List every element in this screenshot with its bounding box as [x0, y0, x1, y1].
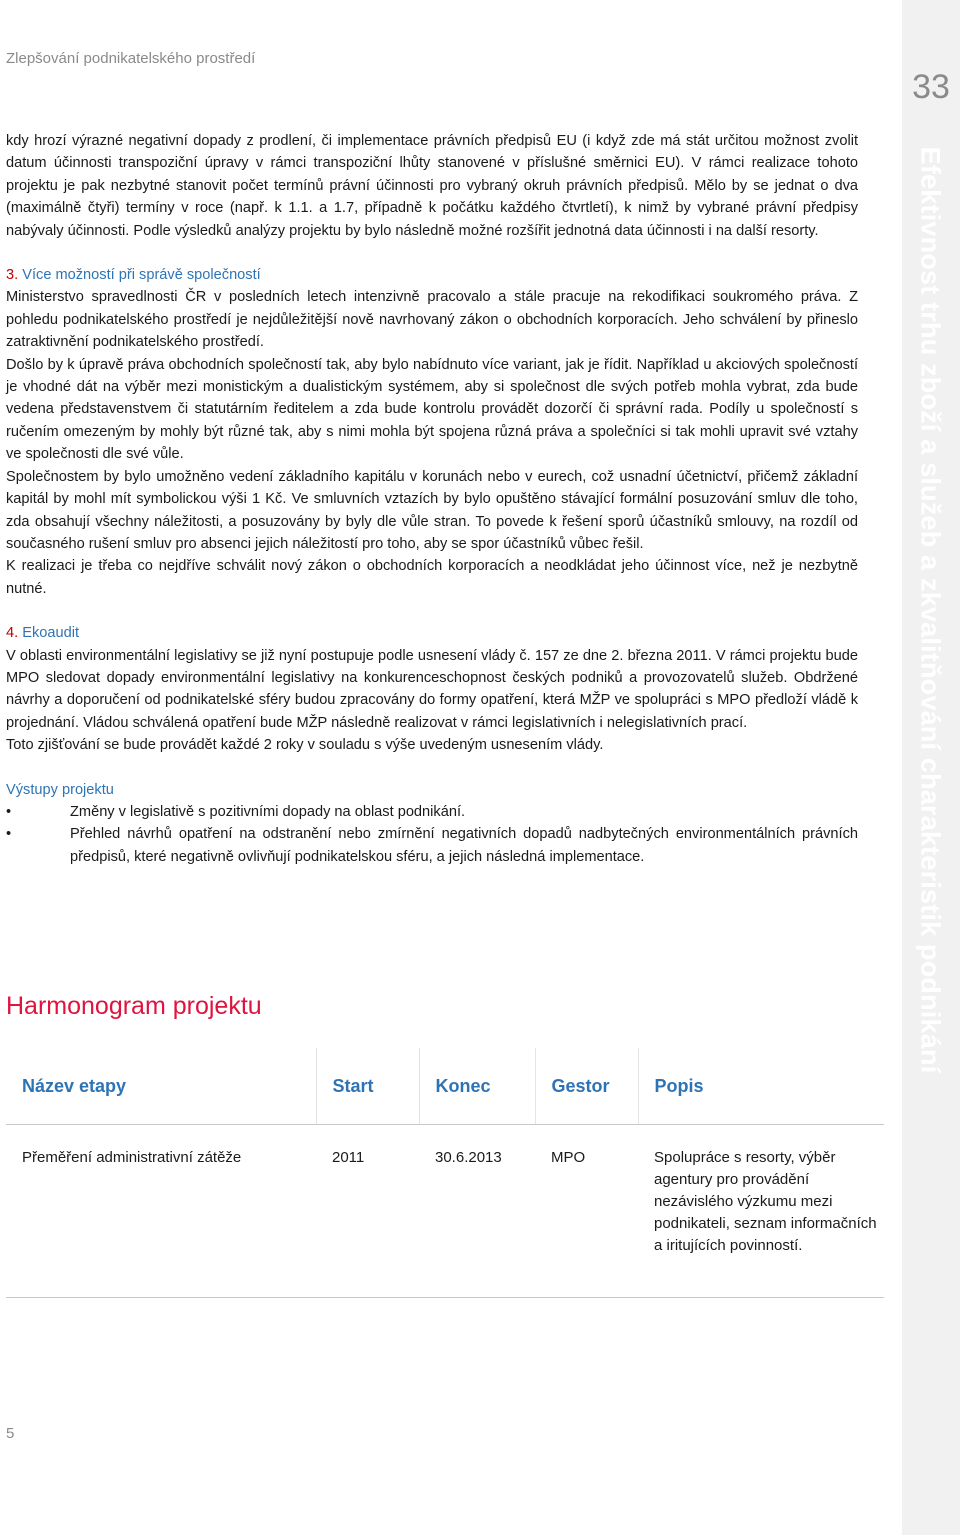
running-header: Zlepšování podnikatelského prostředí	[6, 50, 256, 67]
main-content	[6, 130, 858, 868]
section-3-paragraph: Společnostem by bylo umožněno vedení základního kapitálu v korunách nebo v eurech, což usnadní účetnictví, přičemž základní kapitál by mohl mít symbolickou výši 1 Kč. Ve smluvních vztazích by bylo opuštěno stávající formální posuzování smluv dle toho, zda obsahují všechny náležitosti, a posuzovány by byly dle vůle stran. To povede k řešení sporů účastníků smlouvy, na rozdíl od současného rušení smluv pro absenci jejich náležitostí pro toho, aby se spor účastníků vůbec řešil.	[6, 468, 858, 552]
harmonogram-heading: Harmonogram projektu	[6, 992, 262, 1020]
col-header-start: Start	[316, 1048, 419, 1125]
table-row	[6, 1125, 884, 1298]
section-4-paragraph: Toto zjišťování se bude provádět každé 2 roky v souladu s výše uvedeným usnesením vlády.	[6, 737, 604, 754]
harmonogram-table	[6, 1048, 884, 1298]
section-4-number: 4.	[6, 625, 19, 642]
bullet-icon: •	[6, 826, 12, 843]
list-item: • Změny v legislativě s pozitivními dopady na oblast podnikání.	[6, 801, 858, 823]
col-header-description: Popis	[638, 1048, 884, 1125]
outputs-list	[6, 801, 858, 868]
intro-paragraph: kdy hrozí výrazné negativní dopady z prodlení, či implementace právních předpisů EU (i když zde má stát určitou možnost zvolit datum účinnosti transpoziční úpravy v rámci transpoziční lhůty stanovené v příslušné směrnici EU). V rámci realizace tohoto projektu je pak nezbytné stanovit počet termínů právní účinnosti pro vybraný okruh právních předpisů. Mělo by se jednat o dva (maximálně čtyři) termíny v roce (např. k 1.1. a 1.7, případně k počátku každého čtvrtletí), k nimž by vybrané právní předpisy nabývaly účinnosti. Podle výsledků analýzy projektu by bylo následně možné rozšířit jednotná data účinnosti i na další resorty.	[6, 133, 858, 239]
cell-start: 2011	[316, 1125, 419, 1298]
outputs-heading: Výstupy projektu	[6, 781, 114, 798]
vertical-chapter-title: Efektivnost trhu zboží a služeb a zkvalitňování charakteristik podnikání	[915, 146, 946, 1074]
section-3-paragraph: Došlo by k úpravě práva obchodních společností tak, aby bylo nabídnuto více variant, jak je řídit. Například u akciových společností je vhodné dát na výběr mezi monistickým a dualistickým systémem, aby si společnost dle svých potřeb mohla vybrat, zda bude vedena představenstvem či statutárním ředitelem a zda bude kontrolu provádět dozorčí či správní rada. Podíly u společností s ručením omezeným by mohly být různé tak, aby s nimi mohla být spojena různá práva a společníci si tak mohli upravit své vztahy ve společnosti dle své vůle.	[6, 356, 858, 463]
section-3-paragraph: Ministerstvo spravedlnosti ČR v posledních letech intenzivně pracovalo a stále pracuje na rekodifikaci soukromého práva. Z pohledu podnikatelského prostředí je nejdůležitější nově navrhovaný zákon o obchodních korporacích. Jeho schválení by přineslo zatraktivnění podnikatelského prostředí.	[6, 289, 858, 351]
list-item: • Přehled návrhů opatření na odstranění nebo zmírnění negativních dopadů nadbytečných environmentálních právních předpisů, které negativně ovlivňují podnikatelskou sféru, a jejich následná implementace.	[6, 823, 858, 868]
cell-end: 30.6.2013	[419, 1125, 535, 1298]
section-3-heading	[6, 264, 858, 286]
section-4-title: Ekoaudit	[22, 625, 80, 642]
col-header-stage: Název etapy	[6, 1048, 316, 1125]
section-3-paragraph: K realizaci je třeba co nejdříve schválit nový zákon o obchodních korporacích a neodkládat jeho účinnost více, než je nezbytně nutné.	[6, 558, 858, 597]
section-4-heading	[6, 622, 858, 644]
cell-stage: Přeměření administrativní zátěže	[6, 1125, 316, 1298]
table-header-row	[6, 1048, 884, 1125]
bullet-icon: •	[6, 803, 12, 820]
section-3-title: Více možností při správě společností	[22, 267, 261, 284]
cell-owner: MPO	[535, 1125, 638, 1298]
chapter-page-number: 33	[912, 68, 950, 106]
section-3-number: 3.	[6, 267, 19, 284]
footer-page-number: 5	[6, 1425, 15, 1442]
cell-description: Spolupráce s resorty, výběr agentury pro provádění nezávislého výzkumu mezi podnikateli, seznam informačních a iritujících povinností.	[638, 1125, 884, 1298]
col-header-end: Konec	[419, 1048, 535, 1125]
section-4-paragraph: V oblasti environmentální legislativy se již nyní postupuje podle usnesení vlády č. 157 ze dne 2. března 2011. V rámci projektu bude MPO sledovat dopady environmentální legislativy na konkurenceschopnost českých podniků a provozovatelů služeb. Obdržené návrhy a doporučení od podnikatelské sféry budou zpracovány do formy opatření, která MŽP ve spolupráci s MPO předloží vládě k projednání. Vládou schválená opatření bude MŽP následně realizovat v rámci legislativních i nelegislativních prací.	[6, 647, 858, 731]
col-header-owner: Gestor	[535, 1048, 638, 1125]
